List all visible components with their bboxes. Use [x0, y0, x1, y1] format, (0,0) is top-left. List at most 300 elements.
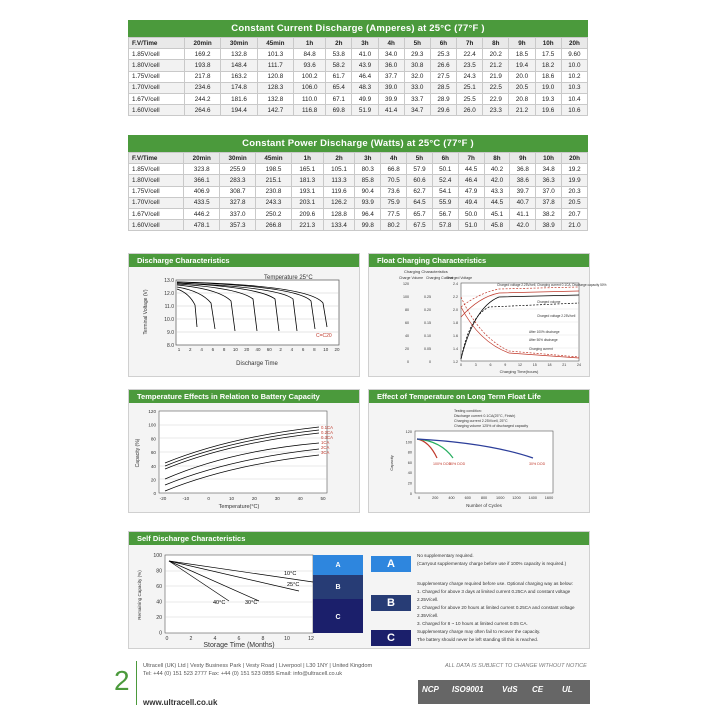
table-cell: 193.8: [184, 60, 220, 71]
table-cell: 22.4: [457, 49, 483, 60]
y-tick-label: 10.0: [164, 317, 174, 323]
table-cell: 105.1: [323, 164, 355, 175]
column-header: 20h: [562, 153, 588, 164]
ce-logo: CE: [532, 685, 544, 694]
column-header: 9h: [510, 153, 536, 164]
zone-a-description: [417, 552, 566, 568]
table-cell: 50.1: [432, 164, 458, 175]
y-tick-label: 100: [148, 422, 156, 428]
table-cell: 66.8: [381, 164, 407, 175]
table-cell: 28.9: [430, 93, 456, 104]
y-tick-label: 60: [156, 584, 162, 590]
y-tick-label: 0.20: [424, 308, 431, 312]
table-cell: 42.0: [484, 175, 510, 186]
table-cell: 106.0: [294, 82, 326, 93]
table-cell: 33.7: [404, 93, 430, 104]
float-charging-panel: [368, 253, 607, 377]
table-cell: 22.5: [483, 82, 509, 93]
table-cell: 23.5: [457, 60, 483, 71]
y-tick-label: 1.4: [453, 347, 458, 351]
x-axis-label: Number of Cycles: [466, 503, 502, 508]
x-tick-label: 20: [244, 347, 250, 352]
table-cell: 26.0: [457, 105, 483, 116]
table-row: [129, 164, 588, 175]
table-cell: 181.3: [291, 175, 323, 186]
y-tick-label: 80: [150, 436, 156, 442]
table-cell: 215.1: [256, 175, 292, 186]
column-header: 1h: [291, 153, 323, 164]
curve-label: 100% DOD: [433, 462, 452, 466]
table-cell: 30.8: [404, 60, 430, 71]
table-row: [129, 208, 588, 219]
table-cell: 51.0: [458, 220, 484, 231]
temperature-effects-panel: [128, 389, 360, 513]
table-cell: 266.8: [256, 220, 292, 231]
table-cell: 96.4: [355, 208, 381, 219]
table-cell: 67.5: [407, 220, 433, 231]
x-tick-label: 12: [308, 636, 314, 642]
table-cell: 1.80V/cell: [129, 60, 185, 71]
y-tick-label: 40: [150, 463, 156, 469]
table-cell: 39.9: [378, 93, 404, 104]
column-header: 7h: [457, 38, 483, 49]
table-cell: 1.70V/cell: [129, 82, 185, 93]
column-header: 2h: [326, 38, 352, 49]
y-tick-label: 100: [153, 553, 162, 559]
table-cell: 90.4: [355, 186, 381, 197]
x-tick-label: 2: [189, 636, 193, 642]
table-cell: 433.5: [184, 197, 220, 208]
x-tick-label: 6: [301, 347, 305, 352]
table-cell: 19.9: [562, 175, 588, 186]
y-axis-label: Terminal Voltage (V): [143, 289, 149, 335]
condition-line: Discharge current 0.1CA(25°C, Finish): [454, 414, 516, 418]
y-tick-label: 9.0: [167, 330, 174, 336]
x-tick-label: 50: [320, 496, 326, 501]
zone-text: 2. Charged for above 20 hours at limited current 0.25CA and constant voltage 2.35V/cell.: [417, 605, 575, 618]
y-tick-label: 120: [405, 430, 412, 434]
column-header: 45min: [257, 38, 293, 49]
zone-text: 1. Charged for above 3 days at limited current 0.25CA and constant voltage 2.25V/cell.: [417, 589, 571, 602]
table-cell: 26.6: [430, 60, 456, 71]
table-title: Constant Power Discharge (Watts) at 25°C (77°F ): [128, 135, 588, 152]
x-tick-label: 60: [266, 347, 272, 352]
ul-logo: UL: [562, 685, 573, 694]
legend-line: Charging current: [529, 347, 553, 351]
x-tick-label: 40: [297, 496, 303, 501]
y-tick-label: 0: [429, 360, 431, 364]
curve-label: 3CA: [321, 450, 330, 455]
y-tick-label: 20: [156, 615, 162, 621]
table-cell: 48.3: [352, 82, 378, 93]
x-tick-label: 10: [323, 347, 329, 352]
x-tick-label: 10: [232, 347, 238, 352]
table-cell: 75.9: [381, 197, 407, 208]
table-cell: 478.1: [184, 220, 220, 231]
table-cell: 19.0: [535, 82, 561, 93]
zone-text: The battery should never be left standing till this is reached.: [417, 637, 539, 642]
table-cell: 19.4: [509, 60, 535, 71]
y-tick-label: 60: [150, 450, 156, 456]
table-cell: 203.1: [291, 197, 323, 208]
table-cell: 70.5: [381, 175, 407, 186]
table-cell: 36.3: [536, 175, 562, 186]
vds-logo: VdS: [502, 685, 518, 694]
table-cell: 169.2: [184, 49, 220, 60]
table-cell: 38.6: [510, 175, 536, 186]
y-axis-label: Remaining Capacity (%): [137, 570, 142, 620]
table-cell: 43.9: [352, 60, 378, 71]
column-header: 10h: [536, 153, 562, 164]
x-tick-label: 1200: [512, 496, 521, 500]
table-cell: 111.7: [257, 60, 293, 71]
temperature-label: 40°C: [213, 600, 226, 606]
table-cell: 38.2: [536, 208, 562, 219]
legend-line: Charged voltage 2.25V/cell: [537, 314, 576, 318]
y-tick-label: 1.2: [453, 360, 458, 364]
table-row: [129, 60, 588, 71]
table-cell: 46.4: [458, 175, 484, 186]
table-row: [129, 186, 588, 197]
y-axis-label: Capacity (%): [135, 438, 141, 468]
zone-c-badge: C: [371, 630, 411, 646]
table-cell: 53.8: [326, 49, 352, 60]
table-cell: 18.6: [535, 71, 561, 82]
table-cell: 20.8: [509, 93, 535, 104]
table-cell: 49.9: [352, 93, 378, 104]
page-number: 2: [114, 665, 130, 696]
table-cell: 85.8: [355, 175, 381, 186]
x-tick-label: 21: [562, 363, 567, 367]
y-tick-label: 13.0: [164, 278, 174, 284]
table-cell: 57.8: [432, 220, 458, 231]
column-header: 2h: [323, 153, 355, 164]
column-header: 4h: [381, 153, 407, 164]
legend-line: Charged volume: [537, 300, 561, 304]
table-cell: 52.4: [432, 175, 458, 186]
table-row: [129, 220, 588, 231]
zone-label: A: [335, 562, 341, 569]
table-cell: 193.1: [291, 186, 323, 197]
table-cell: 217.8: [184, 71, 220, 82]
column-header: F.V/Time: [129, 153, 184, 164]
table-cell: 39.7: [510, 186, 536, 197]
y-tick-label: 60: [405, 321, 409, 325]
table-cell: 20.7: [562, 208, 588, 219]
y-tick-label: 0: [409, 491, 412, 496]
table-cell: 264.6: [184, 105, 220, 116]
y-tick-label: 1.8: [453, 321, 458, 325]
table-cell: 77.5: [381, 208, 407, 219]
table-cell: 19.2: [562, 164, 588, 175]
table-cell: 21.0: [562, 220, 588, 231]
zone-text: No supplementary required.: [417, 553, 474, 558]
x-tick-label: 10: [284, 636, 290, 642]
y-tick-label: 11.0: [164, 304, 174, 310]
table-cell: 21.9: [483, 71, 509, 82]
y-tick-label: 80: [156, 568, 162, 575]
zone-b-badge: B: [371, 595, 411, 611]
table-cell: 126.2: [323, 197, 355, 208]
table-cell: 99.8: [355, 220, 381, 231]
table-cell: 40.2: [484, 164, 510, 175]
table-cell: 10.3: [561, 82, 587, 93]
company-contact: Tel: +44 (0) 151 523 2777 Fax: +44 (0) 151 523 0855 Email: info@ultracell.co.uk: [143, 671, 343, 677]
table-cell: 36.0: [378, 60, 404, 71]
table-body: [129, 49, 588, 116]
x-tick-label: 8: [261, 636, 265, 642]
table-cell: 23.3: [483, 105, 509, 116]
table-cell: 38.9: [536, 220, 562, 231]
table-cell: 100.2: [294, 71, 326, 82]
table-cell: 1.67V/cell: [129, 93, 185, 104]
table-cell: 25.1: [457, 82, 483, 93]
x-tick-label: 4: [200, 347, 203, 352]
y-tick-label: 20: [150, 477, 156, 483]
zone-c-description: [417, 628, 540, 644]
table-cell: 1.80V/cell: [129, 175, 184, 186]
column-header: 20h: [561, 38, 587, 49]
x-tick-label: 1: [177, 347, 181, 352]
x-tick-label: 600: [464, 496, 471, 500]
x-tick-label: -10: [182, 496, 190, 501]
x-axis-label: Charging Time(hours): [499, 369, 539, 374]
condition-line: Testing condition:: [454, 409, 482, 413]
x-tick-label: 30: [274, 496, 280, 501]
table-cell: 119.6: [323, 186, 355, 197]
table-cell: 80.2: [381, 220, 407, 231]
table-cell: 10.0: [561, 60, 587, 71]
y-tick-label: 120: [148, 409, 156, 414]
table-cell: 65.4: [326, 82, 352, 93]
table-cell: 37.8: [536, 197, 562, 208]
table-cell: 69.8: [326, 105, 352, 116]
page-footer: [0, 655, 720, 720]
table-cell: 327.8: [220, 197, 256, 208]
table-cell: 64.5: [407, 197, 433, 208]
data-table: [128, 152, 588, 231]
float-life-chart: [369, 403, 589, 512]
x-tick-label: 24: [577, 363, 581, 367]
iso9001-logo: ISO9001: [452, 685, 484, 694]
zone-text: (Carryout supplementary charge before use if 100% capacity is required.): [417, 561, 567, 566]
table-cell: 1.60V/cell: [129, 220, 184, 231]
x-tick-label: 12: [518, 363, 522, 367]
table-cell: 55.9: [432, 197, 458, 208]
curve-label: 50% DOD: [449, 462, 466, 466]
col-label-voltage: Charged Voltage: [446, 276, 473, 280]
y-tick-label: 20: [405, 347, 409, 351]
zone-label: C: [335, 614, 341, 621]
table-cell: 148.4: [221, 60, 257, 71]
table-cell: 165.1: [291, 164, 323, 175]
table-cell: 20.5: [509, 82, 535, 93]
table-cell: 132.8: [257, 93, 293, 104]
table-cell: 9.60: [561, 49, 587, 60]
table-cell: 41.0: [352, 49, 378, 60]
x-tick-label: 200: [432, 496, 439, 500]
table-cell: 244.2: [184, 93, 220, 104]
column-header: 30min: [221, 38, 257, 49]
table-cell: 337.0: [220, 208, 256, 219]
table-cell: 1.85V/cell: [129, 164, 184, 175]
y-tick-label: 1.6: [453, 334, 458, 338]
column-header: 10h: [535, 38, 561, 49]
table-row: [129, 82, 588, 93]
table-cell: 39.0: [378, 82, 404, 93]
table-cell: 174.8: [221, 82, 257, 93]
x-tick-label: 3: [474, 363, 477, 367]
column-header: 45min: [256, 153, 292, 164]
table-cell: 50.0: [458, 208, 484, 219]
x-tick-label: 0: [165, 636, 169, 642]
column-header: 6h: [432, 153, 458, 164]
x-tick-label: 1000: [496, 496, 505, 500]
x-tick-label: 10: [229, 496, 235, 501]
column-header: 20min: [184, 38, 220, 49]
column-header: 1h: [294, 38, 326, 49]
table-cell: 308.7: [220, 186, 256, 197]
table-cell: 142.7: [257, 105, 293, 116]
column-header: 30min: [220, 153, 256, 164]
table-cell: 366.1: [184, 175, 220, 186]
curve-label: 2CA: [321, 445, 330, 450]
table-cell: 65.7: [407, 208, 433, 219]
table-cell: 27.5: [430, 71, 456, 82]
table-cell: 46.4: [352, 71, 378, 82]
table-cell: 116.8: [294, 105, 326, 116]
table-cell: 18.2: [535, 60, 561, 71]
table-row: [129, 105, 588, 116]
table-cell: 61.7: [326, 71, 352, 82]
temperature-label: 30°C: [245, 600, 258, 606]
x-tick-label: 15: [532, 363, 537, 367]
website-link[interactable]: www.ultracell.co.uk: [143, 698, 218, 707]
table-row: [129, 197, 588, 208]
col-label-current: Charging Current: [426, 276, 453, 280]
table-cell: 1.60V/cell: [129, 105, 185, 116]
temperature-label: 10°C: [284, 571, 297, 577]
constant-current-table: [128, 20, 588, 116]
table-cell: 1.75V/cell: [129, 71, 185, 82]
column-header: 6h: [430, 38, 456, 49]
x-tick-label: 40: [255, 347, 261, 352]
chart-header: Charging Characteristics: [404, 269, 448, 274]
table-cell: 51.9: [352, 105, 378, 116]
table-cell: 194.4: [221, 105, 257, 116]
table-cell: 406.9: [184, 186, 220, 197]
table-cell: 80.3: [355, 164, 381, 175]
y-tick-label: 0.10: [424, 334, 431, 338]
table-cell: 56.7: [432, 208, 458, 219]
table-cell: 323.8: [184, 164, 220, 175]
table-cell: 1.85V/cell: [129, 49, 185, 60]
column-header: 9h: [509, 38, 535, 49]
table-cell: 10.4: [561, 93, 587, 104]
table-cell: 221.3: [291, 220, 323, 231]
x-axis-label: Storage Time (Months): [203, 642, 275, 649]
panel-title: Discharge Characteristics: [129, 254, 359, 267]
x-tick-label: 18: [547, 363, 552, 367]
zone-text: 3. Charged for 8 ~ 10 hours at limited current 0.05 CA.: [417, 621, 528, 626]
table-cell: 209.6: [291, 208, 323, 219]
ncp-logo: NCP: [422, 685, 439, 694]
table-cell: 62.7: [407, 186, 433, 197]
discharge-chart: [129, 267, 359, 376]
table-cell: 446.2: [184, 208, 220, 219]
table-cell: 41.4: [378, 105, 404, 116]
table-cell: 20.0: [509, 71, 535, 82]
x-tick-label: 2: [279, 347, 282, 352]
discharge-characteristics-panel: [128, 253, 360, 377]
x-tick-label: 2: [189, 347, 192, 352]
panel-title: Temperature Effects in Relation to Battery Capacity: [129, 390, 359, 403]
curve-label: 30% DOD: [529, 462, 546, 466]
table-cell: 41.1: [510, 208, 536, 219]
table-cell: 58.2: [326, 60, 352, 71]
table-cell: 113.3: [323, 175, 355, 186]
table-cell: 45.1: [484, 208, 510, 219]
column-header: 8h: [484, 153, 510, 164]
zone-b-description: [417, 580, 589, 628]
self-discharge-panel: [128, 531, 590, 649]
x-tick-label: 6: [237, 636, 241, 642]
x-tick-label: 6: [211, 347, 215, 352]
table-cell: 43.3: [484, 186, 510, 197]
float-life-panel: [368, 389, 590, 513]
table-row: [129, 175, 588, 186]
table-cell: 29.6: [430, 105, 456, 116]
table-cell: 128.8: [323, 208, 355, 219]
column-header: F.V/Time: [129, 38, 185, 49]
y-tick-label: 100: [403, 295, 409, 299]
panel-title: Float Charging Characteristics: [369, 254, 589, 267]
y-tick-label: 40: [407, 471, 412, 476]
y-tick-label: 0: [153, 491, 156, 497]
table-row: [129, 93, 588, 104]
table-cell: 357.3: [220, 220, 256, 231]
table-cell: 283.3: [220, 175, 256, 186]
table-cell: 25.3: [430, 49, 456, 60]
table-cell: 17.5: [535, 49, 561, 60]
table-cell: 36.8: [510, 164, 536, 175]
table-cell: 110.0: [294, 93, 326, 104]
table-header-row: [129, 153, 588, 164]
y-tick-label: 8.0: [167, 343, 174, 349]
column-header: 7h: [458, 153, 484, 164]
x-tick-label: 8: [222, 347, 226, 352]
column-header: 20min: [184, 153, 220, 164]
table-cell: 120.8: [257, 71, 293, 82]
temperature-capacity-chart: [129, 403, 359, 512]
table-cell: 198.5: [256, 164, 292, 175]
table-header-row: [129, 38, 588, 49]
table-cell: 181.6: [221, 93, 257, 104]
y-tick-label: 100: [405, 440, 412, 445]
x-tick-label: 20: [251, 496, 257, 501]
zone-text: Supplementary charge required before use. Optional charging way as below:: [417, 581, 574, 586]
table-cell: 73.6: [381, 186, 407, 197]
temperature-label: 25°C: [287, 582, 300, 588]
table-cell: 25.5: [457, 93, 483, 104]
y-tick-label: 0.15: [424, 321, 431, 325]
condition-line: Charging volume 125% of discharged capacity: [454, 424, 529, 428]
constant-power-table: [128, 135, 588, 231]
table-cell: 1.75V/cell: [129, 186, 184, 197]
table-cell: 34.0: [378, 49, 404, 60]
column-header: 4h: [378, 38, 404, 49]
table-cell: 22.9: [483, 93, 509, 104]
